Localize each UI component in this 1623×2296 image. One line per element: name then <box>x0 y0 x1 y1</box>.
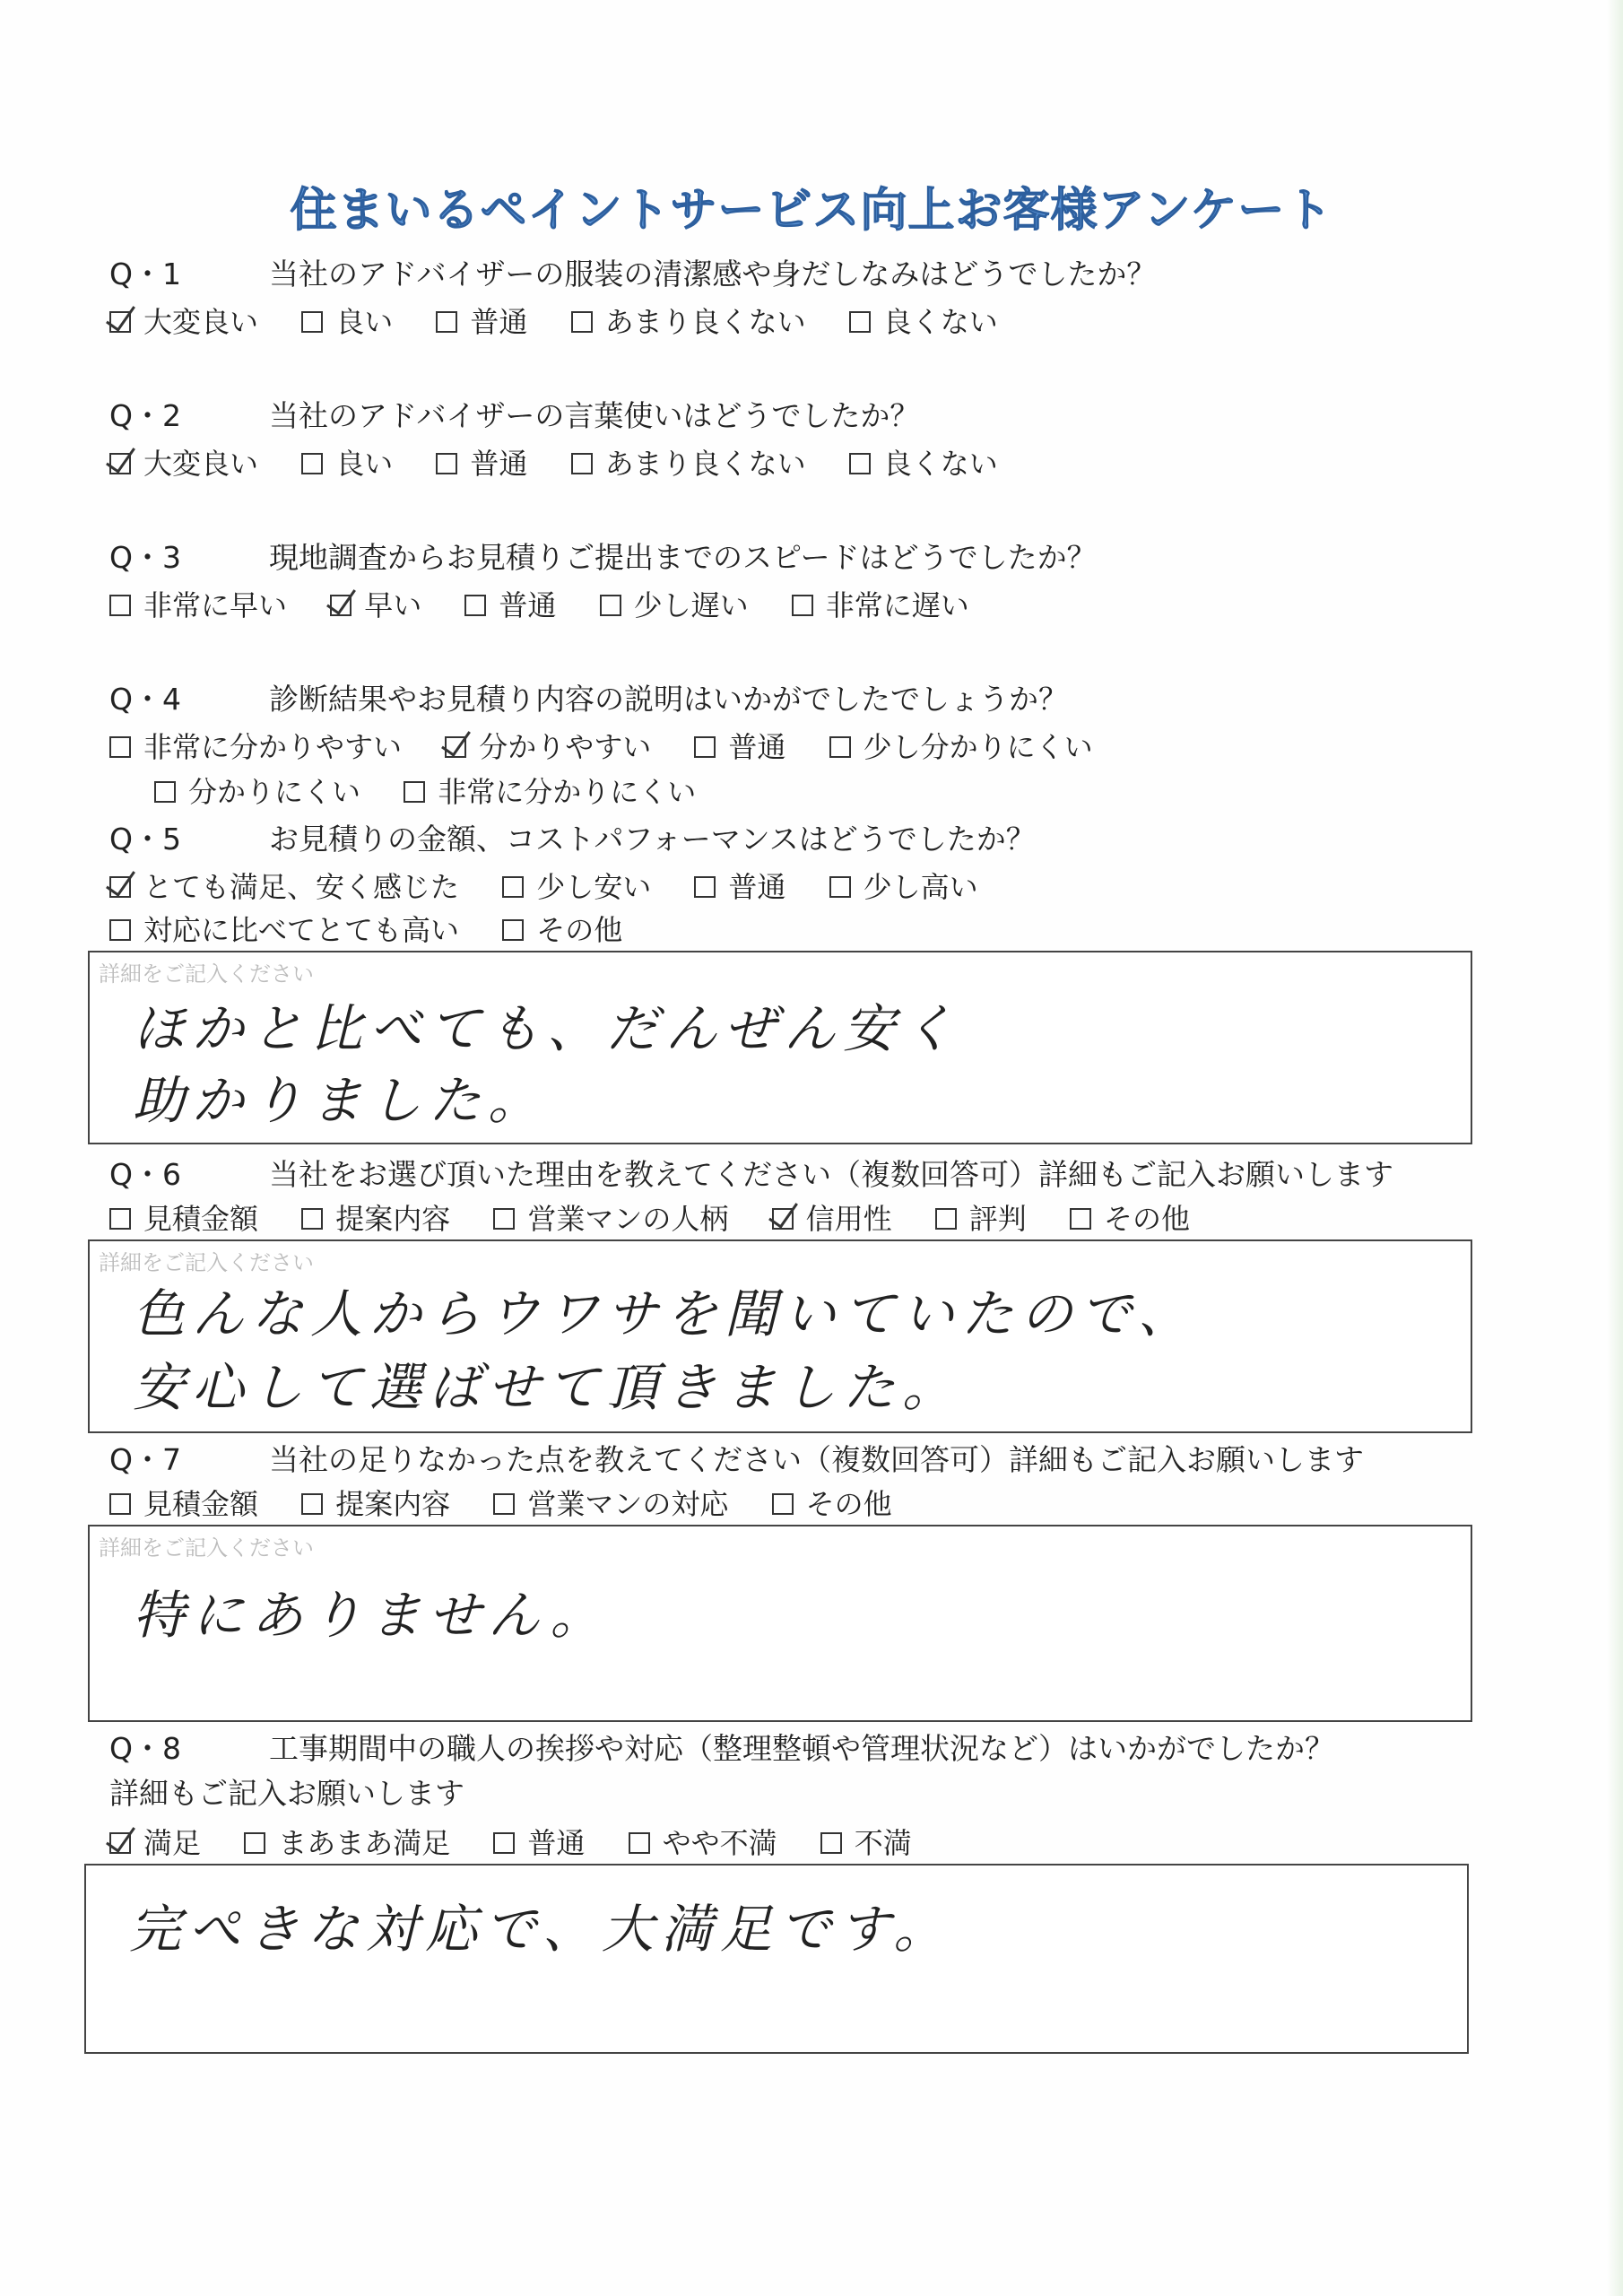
handwritten-answer-line: ほかと比べても、だんぜん安く <box>133 998 962 1059</box>
question-text: 工事期間中の職人の挨拶や対応（整理整頓や管理状況など）はいかがでしたか？ <box>269 1731 1334 1766</box>
checkbox[interactable] <box>829 876 851 898</box>
question-3 <box>109 535 1097 577</box>
option-q4-5[interactable]: 非常に分かりにくい <box>404 770 696 811</box>
checkbox[interactable] <box>436 453 457 474</box>
option-q3-1[interactable]: 早い <box>330 583 421 624</box>
box-label: 詳細をご記入ください <box>99 1250 314 1275</box>
checkbox[interactable] <box>849 453 871 474</box>
options-q6 <box>109 1196 1224 1238</box>
option-q6-4[interactable]: 評判 <box>935 1196 1027 1238</box>
option-q7-1[interactable]: 提案内容 <box>301 1482 450 1523</box>
checkbox-checked[interactable] <box>772 1208 794 1230</box>
option-q2-2[interactable]: 普通 <box>436 441 527 483</box>
option-q6-5[interactable]: その他 <box>1070 1196 1190 1238</box>
checkbox[interactable] <box>154 781 176 803</box>
option-q4-2[interactable]: 普通 <box>694 725 785 766</box>
question-text: 現地調査からお見積りご提出までのスピードはどうでしたか？ <box>269 540 1097 575</box>
option-q8-2[interactable]: 普通 <box>493 1821 585 1862</box>
box-label: 詳細をご記入ください <box>99 961 314 987</box>
checkbox[interactable] <box>600 595 621 616</box>
question-4 <box>109 676 1068 718</box>
question-8-subtext: 詳細もご記入お願いします <box>109 1776 464 1811</box>
checkbox[interactable] <box>301 1208 323 1230</box>
checkbox-checked[interactable] <box>109 1832 131 1854</box>
question-number: Q・3 <box>109 540 181 575</box>
option-q8-0[interactable]: 満足 <box>109 1821 201 1862</box>
checkbox[interactable] <box>571 453 593 474</box>
box-label: 詳細をご記入ください <box>99 1535 314 1561</box>
checkbox[interactable] <box>464 595 486 616</box>
question-7 <box>109 1437 1364 1479</box>
options-q5-row2 <box>109 908 656 949</box>
handwritten-answer-line: 色んな人からウワサを聞いていたので、 <box>133 1283 1197 1344</box>
checkbox[interactable] <box>244 1832 265 1854</box>
option-q1-4[interactable]: 良くない <box>849 300 998 341</box>
checkbox[interactable] <box>301 453 323 474</box>
checkbox[interactable] <box>829 736 851 758</box>
checkbox[interactable] <box>772 1493 794 1515</box>
option-q5-0[interactable]: とても満足、安く感じた <box>109 865 459 906</box>
option-q7-2[interactable]: 営業マンの対応 <box>493 1482 728 1523</box>
answer-box-q7[interactable] <box>88 1525 1472 1722</box>
checkbox-checked[interactable] <box>109 453 131 474</box>
option-q6-3[interactable]: 信用性 <box>772 1196 892 1238</box>
options-q5-row1 <box>109 865 1012 906</box>
checkbox[interactable] <box>571 311 593 333</box>
answer-box-q6[interactable] <box>88 1239 1472 1433</box>
option-q2-0[interactable]: 大変良い <box>109 441 258 483</box>
options-q7 <box>109 1482 926 1523</box>
option-q7-3[interactable]: その他 <box>772 1482 892 1523</box>
checkbox[interactable] <box>301 311 323 333</box>
option-q4-0[interactable]: 非常に分かりやすい <box>109 725 402 766</box>
option-q7-0[interactable]: 見積金額 <box>109 1482 258 1523</box>
checkbox[interactable] <box>109 1493 131 1515</box>
question-5 <box>109 816 1036 858</box>
checkbox-checked[interactable] <box>330 595 352 616</box>
option-q3-2[interactable]: 普通 <box>464 583 556 624</box>
option-q1-3[interactable]: あまり良くない <box>571 300 806 341</box>
option-q8-1[interactable]: まあまあ満足 <box>244 1821 450 1862</box>
option-q4-1[interactable]: 分かりやすい <box>445 725 651 766</box>
options-q8 <box>109 1821 946 1862</box>
question-number: Q・1 <box>109 257 181 291</box>
checkbox-checked[interactable] <box>109 876 131 898</box>
checkbox[interactable] <box>694 876 716 898</box>
checkbox[interactable] <box>301 1493 323 1515</box>
handwritten-answer-line: 安心して選ばせて頂きました。 <box>133 1357 962 1418</box>
option-q8-3[interactable]: やや不満 <box>629 1821 777 1862</box>
option-q5-4[interactable]: 対応に比べてとても高い <box>109 908 459 949</box>
option-q2-1[interactable]: 良い <box>301 441 393 483</box>
checkbox-checked[interactable] <box>109 311 131 333</box>
checkbox[interactable] <box>849 311 871 333</box>
option-q3-3[interactable]: 少し遅い <box>600 583 749 624</box>
question-number: Q・6 <box>109 1157 181 1192</box>
question-text: 当社の足りなかった点を教えてください（複数回答可）詳細もご記入お願いします <box>269 1442 1364 1477</box>
option-q3-0[interactable]: 非常に早い <box>109 583 287 624</box>
option-q6-1[interactable]: 提案内容 <box>301 1196 450 1238</box>
checkbox[interactable] <box>404 781 425 803</box>
option-q5-2[interactable]: 普通 <box>694 865 785 906</box>
handwritten-answer-line: 完ぺきな対応で、大満足です。 <box>129 1899 953 1960</box>
option-q2-4[interactable]: 良くない <box>849 441 998 483</box>
option-q5-5[interactable]: その他 <box>502 908 622 949</box>
checkbox[interactable] <box>493 1208 515 1230</box>
option-q3-4[interactable]: 非常に遅い <box>792 583 969 624</box>
checkbox[interactable] <box>436 311 457 333</box>
answer-box-q5[interactable] <box>88 951 1472 1144</box>
checkbox[interactable] <box>493 1493 515 1515</box>
answer-box-q8[interactable] <box>84 1864 1469 2054</box>
option-q1-0[interactable]: 大変良い <box>109 300 258 341</box>
checkbox[interactable] <box>1070 1208 1091 1230</box>
options-q4-row1 <box>109 725 1127 766</box>
options-q2 <box>109 441 1032 483</box>
options-q4-row2 <box>154 770 730 811</box>
option-q4-4[interactable]: 分かりにくい <box>154 770 360 811</box>
paper-edge <box>1607 0 1623 2296</box>
checkbox[interactable] <box>694 736 716 758</box>
checkbox[interactable] <box>502 919 524 941</box>
question-8 <box>109 1726 1334 1768</box>
checkbox-checked[interactable] <box>445 736 466 758</box>
question-text: 当社のアドバイザーの服装の清潔感や身だしなみはどうでしたか？ <box>269 257 1157 291</box>
checkbox[interactable] <box>820 1832 842 1854</box>
checkbox[interactable] <box>935 1208 957 1230</box>
question-text: 当社をお選び頂いた理由を教えてください（複数回答可）詳細もご記入お願いします <box>269 1157 1393 1192</box>
question-number: Q・7 <box>109 1442 181 1477</box>
question-number: Q・8 <box>109 1731 181 1766</box>
question-text: 当社のアドバイザーの言葉使いはどうでしたか？ <box>269 398 920 433</box>
checkbox[interactable] <box>629 1832 650 1854</box>
checkbox[interactable] <box>109 919 131 941</box>
checkbox[interactable] <box>792 595 813 616</box>
checkbox[interactable] <box>502 876 524 898</box>
question-2 <box>109 393 919 435</box>
checkbox[interactable] <box>109 595 131 616</box>
option-q2-3[interactable]: あまり良くない <box>571 441 806 483</box>
question-number: Q・5 <box>109 822 181 857</box>
option-q5-3[interactable]: 少し高い <box>829 865 978 906</box>
option-q8-4[interactable]: 不満 <box>820 1821 912 1862</box>
question-6 <box>109 1152 1393 1194</box>
question-1 <box>109 251 1156 293</box>
options-q3 <box>109 583 1003 624</box>
option-q1-2[interactable]: 普通 <box>436 300 527 341</box>
checkbox[interactable] <box>109 736 131 758</box>
option-q6-0[interactable]: 見積金額 <box>109 1196 258 1238</box>
option-q4-3[interactable]: 少し分かりにくい <box>829 725 1093 766</box>
question-text: お見積りの金額、コストパフォーマンスはどうでしたか？ <box>269 822 1036 857</box>
checkbox[interactable] <box>109 1208 131 1230</box>
handwritten-answer-line: 助かりました。 <box>133 1070 548 1131</box>
question-number: Q・4 <box>109 682 181 717</box>
checkbox[interactable] <box>493 1832 515 1854</box>
option-q6-2[interactable]: 営業マンの人柄 <box>493 1196 728 1238</box>
question-number: Q・2 <box>109 398 181 433</box>
survey-title: 住まいるペイントサービス向上お客様アンケート <box>290 184 1333 238</box>
options-q1 <box>109 300 1032 341</box>
option-q1-1[interactable]: 良い <box>301 300 393 341</box>
option-q5-1[interactable]: 少し安い <box>502 865 651 906</box>
handwritten-answer-line: 特にありません。 <box>133 1585 610 1646</box>
question-text: 診断結果やお見積り内容の説明はいかがでしたでしょうか？ <box>269 682 1068 717</box>
